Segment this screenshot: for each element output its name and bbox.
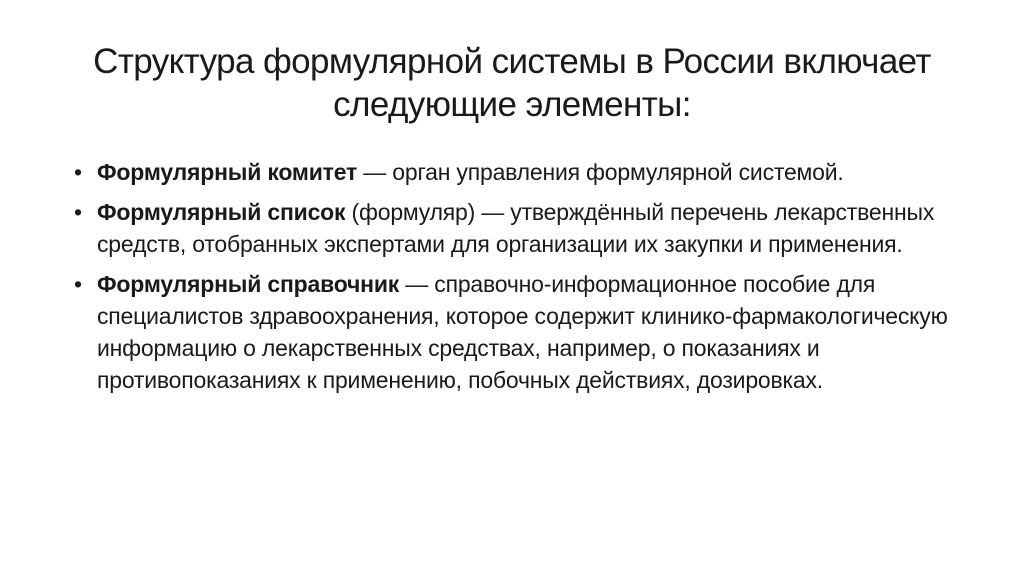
bullet-term: Формулярный справочник — [97, 271, 400, 297]
bullet-item-formulary-committee — [72, 156, 972, 188]
bullet-item-formulary-handbook — [72, 268, 972, 396]
slide-title-line-1: Структура формулярной системы в России включает — [93, 42, 931, 81]
slide-title-line-2: следующие элементы: — [333, 85, 691, 124]
bullet-icon: • — [74, 271, 82, 297]
bullet-text: (формуляр) — утверждённый перечень лекарственных средств, отобранных экспертами для организации их закупки и применения. — [97, 199, 935, 257]
bullet-text: — орган управления формулярной системой. — [357, 159, 844, 185]
bullet-item-formulary-list — [72, 196, 972, 260]
bullet-icon: • — [74, 159, 82, 185]
bullet-text: — справочно-информационное пособие для специалистов здравоохранения, которое содержит клинико-фармакологическую информацию о лекарственных средствах, например, о показаниях и противопоказаниях к применению, побочных действиях, дозировках. — [97, 271, 948, 393]
bullet-icon: • — [74, 199, 82, 225]
bullet-term: Формулярный список — [97, 199, 346, 225]
bullet-list — [72, 156, 972, 404]
slide-title — [60, 40, 964, 126]
bullet-term: Формулярный комитет — [97, 159, 358, 185]
